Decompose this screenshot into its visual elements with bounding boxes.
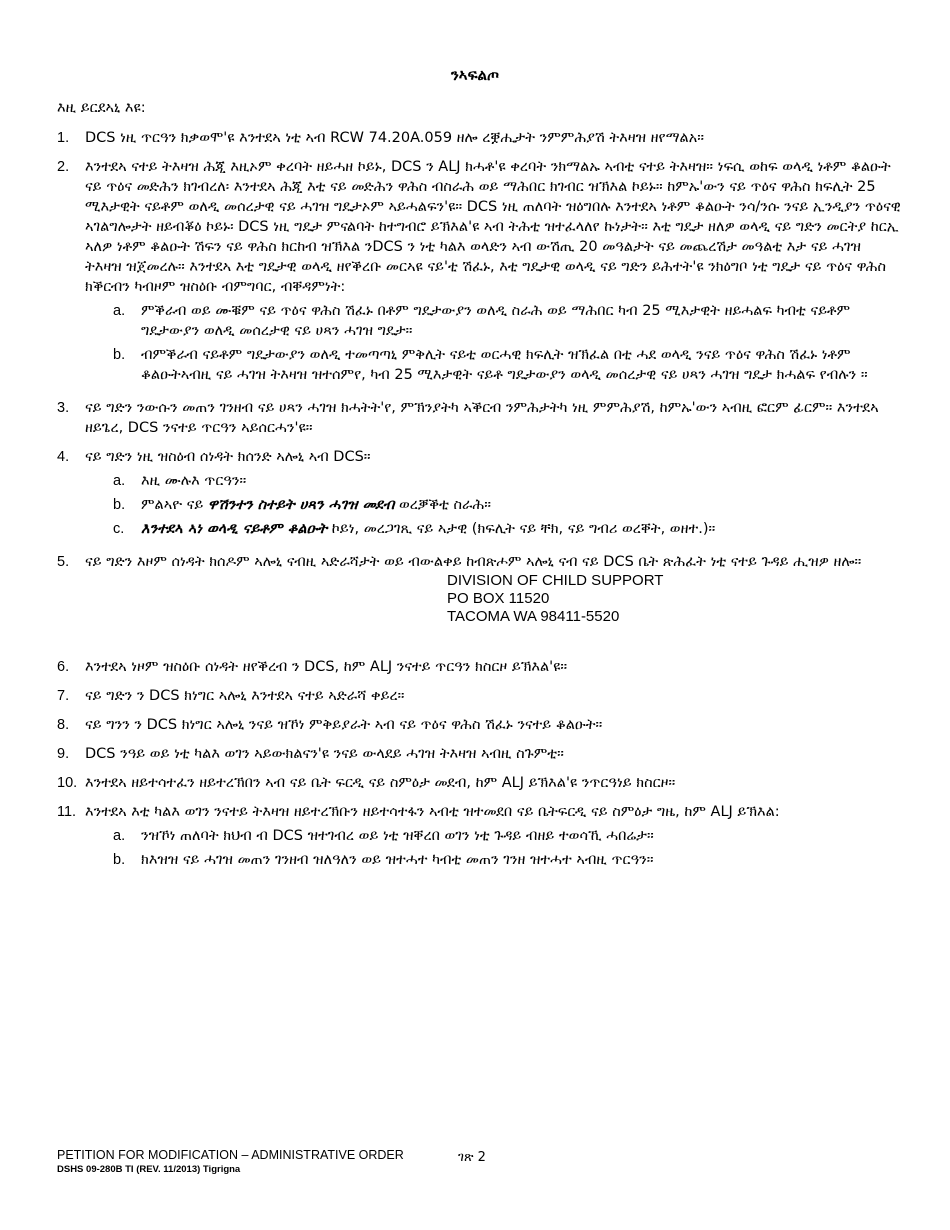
- form-code: DSHS 09-280B TI (REV. 11/2013) Tigrigna: [57, 1164, 241, 1175]
- form-title: PETITION FOR MODIFICATION – ADMINISTRATIVE ORDER: [57, 1148, 404, 1162]
- list-item: [57, 802, 902, 874]
- sub-text: ብምቕራብ ናይቶም ግዴታውያን ወለዲ ተመጣጣኒ ምቅሊት ናይቲ ወርሓዊ ክፍሊት ዝኽፈል በቲ ሓደ ወላዲ ንናይ ጥዕና ዋሕስ ሽፈኑ ነቶም ቆልዑትኣብዚ ናይ ሓገዝ ትእዛዝ ዝተሰምየ, ካብ 25 ሚእታዊት ናይቶ ግዴታውያን ወላዲ መሰረታዊ ናይ ሀጻን ሓገዝ ግዴታ ክሓልፍ የብሉን ።: [141, 347, 868, 383]
- sub-text-post: ወረቓቕቲ ስራሕ።: [394, 497, 492, 513]
- item-text: እንተደኣ ናተይ ትእዛዝ ሕጂ እዚኦም ቀረባት ዘይሓዘ ኮይኑ, DCS ን ALJ ክሓቶ'ዩ ቀረባት ንክማልኡ ኣብቲ ናተይ ትእዛዝ። ነፍሲ ወከፍ ወላዲ ነቶም ቆልዑት ናይ ጥዕና መድሕን ክገብረለ፡ እንተደኣ ሕጂ እቲ ናይ መድሕን ዋሕስ ብስራሕ ወይ ማሕበር ክገብር ዝኽእል ኮይኑ። ከምኡ'ውን ናይ ጥዕና ዋሕስ ክፍሊት 25 ሚእታዊት ናይቶም ወለዲ መሰረታዊ ናይ ሓገዝ ግዴታኦም ኣይሓልፍን'ዩ። DCS ነዚ ጠለባት ዝዕግበሉ እንተደኣ ነቶም ቆልዑት ንሳ/ንሱ ንናይ ኢንዲያን ጥዕናዊ ኣገልግሎታት ዘይብቖዕ ኮይኑ፡ DCS ነዚ ግዴታ ምናልባት ከተግብሮ ይኽእል'ዩ ኣብ ትሕቲ ዝተፈላለየ ኩነታት። እቲ ግዴታ ዘለዎ ወላዲ ናይ ግድን መርትያ ከርኢ ኣለዎ ነቶም ቆልዑት ሽፍን ናይ ዋሕስ ክርከብ ዝኽእል ንDCS ን ነቲ ካልእ ወላድን ኣብ ውሽጢ 20 መዓልታት ናይ መጨረሽታ መዓልቲ እታ ናይ ሓገዝ ትእዛዝ ዝጀመረሉ። እንተደኣ እቲ ግዴታዊ ወላዲ ዘየቕረቡ መርኣዩ ናይ'ቲ ሽፈኑ, እቲ ግዴታዊ ወላዲ ናይ ግድን ይሕተት'ዩ ንክዕግቦ ነቲ ግዴታ ናይ ጥዕና ዋሕስ ክቕርብን ካብዞም ዝስዕቡ ብምግባር, ብቐዳምነት:: [85, 159, 901, 295]
- list-item: [57, 715, 902, 735]
- item-text: ናይ ግድን ነዚ ዝስዕብ ሰነዳት ክሰንድ ኣሎኒ ኣብ DCS።: [85, 449, 371, 465]
- item-number: 1.: [57, 130, 70, 146]
- list-item: [57, 657, 902, 677]
- address-line: TACOMA WA 98411-5520: [447, 608, 620, 625]
- item-text: ናይ ግድን ንውሱን መጠን ገንዘብ ናይ ሀጻን ሓገዝ ክሓትት'የ, ምኽንያትካ ኣቕርብ ንምሕታትካ ነዚ ምምሕያሽ, ከምኡ'ውን ኣብዚ ፎርም ፊርም። እንተደኣ ዘይጌረ, DCS ንናተይ ጥርዓን ኣይሰርሓን'ዩ።: [85, 400, 879, 436]
- sub-item: [85, 345, 902, 385]
- item-text: እንተደኣ ዘይተሳተፈን ዘይተረኽበን ኣብ ናይ ቤት ፍርዲ ናይ ስምዕታ መደብ, ከም ALJ ይኽእል'ዩ ንጥርዓነይ ክስርዞ።: [85, 775, 676, 791]
- sub-text: [141, 495, 902, 515]
- list-item: [57, 552, 902, 626]
- item-number: 2.: [57, 159, 70, 175]
- list-item: [57, 773, 902, 793]
- item-body: [85, 552, 902, 626]
- item-body: [85, 447, 902, 543]
- sub-letter: c.: [113, 521, 125, 537]
- sub-text-pre: ምልኣዮ ናይ: [141, 497, 208, 513]
- sub-item: [85, 495, 902, 515]
- item-text: DCS ንዓይ ወይ ነቲ ካልእ ወገን ኣይውክልናን'ዩ ንናይ ውላደይ ሓገዝ ትእዛዝ ኣብዚ ስጉምቲ።: [85, 746, 564, 762]
- item-text: ናይ ግድን ን DCS ክነግር ኣሎኒ እንተደኣ ናተይ ኣድራሻ ቀይረ።: [85, 688, 405, 704]
- sub-letter: a.: [113, 303, 126, 319]
- item-number: 7.: [57, 688, 70, 704]
- sub-item: [85, 471, 902, 491]
- sub-letter: a.: [113, 828, 126, 844]
- list-item: [57, 744, 902, 764]
- numbered-list: [57, 128, 902, 883]
- sub-item: [85, 519, 902, 539]
- item-number: 9.: [57, 746, 70, 762]
- sub-item: [85, 850, 902, 870]
- sub-letter: b.: [113, 347, 126, 363]
- item-text: ናይ ግድን እዞም ሰነዳት ክሰዶም ኣሎኒ ናብዚ ኣድራሻታት ወይ ብውልቀይ ከብጽሖም ኣሎኒ ናብ ናይ DCS ቤት ጽሕፈት ነቲ ናተይ ጉዳይ ሒዝዎ ዘሎ።: [85, 554, 862, 570]
- sub-letter: b.: [113, 497, 126, 513]
- sub-letter: a.: [113, 473, 126, 489]
- item-text: DCS ነዚ ጥርዓን ክቃወሞ'ዩ እንተደኣ ነቲ ኣብ RCW 74.20A.059 ዘሎ ረቛሒታት ንምምሕያሽ ትእዛዝ ዘየማልአ።: [85, 130, 705, 146]
- list-item: [57, 128, 902, 148]
- item-body: [85, 157, 902, 389]
- sub-letter: b.: [113, 852, 126, 868]
- sub-item: [85, 301, 902, 341]
- sub-item: [85, 826, 902, 846]
- condition-emphasis: እንተደኣ ኣነ ወላዲ ናይቶም ቆልዑት: [141, 521, 328, 537]
- sub-text: እዚ ሙሉእ ጥርዓን።: [141, 473, 247, 489]
- item-number: 10.: [57, 775, 78, 791]
- page-footer: [57, 1148, 404, 1175]
- sub-text: ክእዝዝ ናይ ሓገዝ መጠን ገንዘብ ዝለዓለን ወይ ዝተሓተ ካብቲ መጠን ገንዘ ዝተሓተ ኣብዚ ጥርዓን።: [141, 852, 654, 868]
- address-line: PO BOX 11520: [447, 590, 550, 607]
- item-number: 3.: [57, 400, 70, 416]
- sub-text-post: ኮይነ, መረጋገጺ ናይ ኣታዊ (ክፍሊት ናይ ቸክ, ናይ ግብሪ ወረቐት, ወዘተ.)።: [327, 521, 716, 537]
- item-number: 8.: [57, 717, 70, 733]
- sub-text: [141, 519, 902, 539]
- item-text: ናይ ግንን ን DCS ክነግር ኣሎኒ ንናይ ዝኾነ ምቅይያራት ኣብ ናይ ጥዕና ዋሕስ ሽፈኑ ንናተይ ቆልዑት።: [85, 717, 603, 733]
- item-number: 11.: [57, 804, 77, 820]
- list-item: [57, 447, 902, 543]
- intro-text: እዚ ይርደኣኒ እዩ:: [57, 100, 146, 116]
- item-number: 6.: [57, 659, 70, 675]
- page-title: ንኣፍልጦ: [450, 66, 500, 84]
- page-number: ገጽ 2: [458, 1150, 486, 1165]
- sub-text: ንዝኾነ ጠለባት ክህብ ብ DCS ዝተገብረ ወይ ነቲ ዝቐረበ ወገን ነቲ ጉዳይ ብዘይ ተወሳኺ ሓበሬታ።: [141, 828, 654, 844]
- sub-text: ምቕራብ ወይ ሙቑም ናይ ጥዕና ዋሕስ ሽፈኑ በቶም ግዴታውያን ወለዲ ስራሕ ወይ ማሕበር ካብ 25 ሚእታዊት ዘይሓልፍ ካብቲ ናይቶም ግዴታውያን ወለዲ መሰረታዊ ናይ ሀጻን ሓገዝ ግዴታ።: [141, 303, 851, 339]
- item-text: እንተደኣ እቲ ካልእ ወገን ንናተይ ትእዛዝ ዘይተረኽቡን ዘይተሳተፋን ኣብቲ ዝተመደበ ናይ ቤትፍርዲ ናይ ስምዕታ ግዜ, ከም ALJ ይኽእል:: [85, 804, 780, 820]
- mailing-address: [85, 572, 902, 626]
- item-number: 5.: [57, 554, 70, 570]
- list-item: [57, 686, 902, 706]
- item-text: እንተደኣ ነዞም ዝስዕቡ ሰነዳት ዘየቕረብ ን DCS, ከም ALJ ንናተይ ጥርዓን ክስርዞ ይኽእል'ዩ።: [85, 659, 568, 675]
- address-line: DIVISION OF CHILD SUPPORT: [447, 572, 664, 589]
- list-item: [57, 398, 902, 438]
- item-number: 4.: [57, 449, 70, 465]
- list-item: [57, 157, 902, 389]
- item-body: [85, 802, 902, 874]
- program-name-emphasis: ዋሽንተን ስተይት ሀጻን ሓገዝ መደብ: [207, 497, 395, 513]
